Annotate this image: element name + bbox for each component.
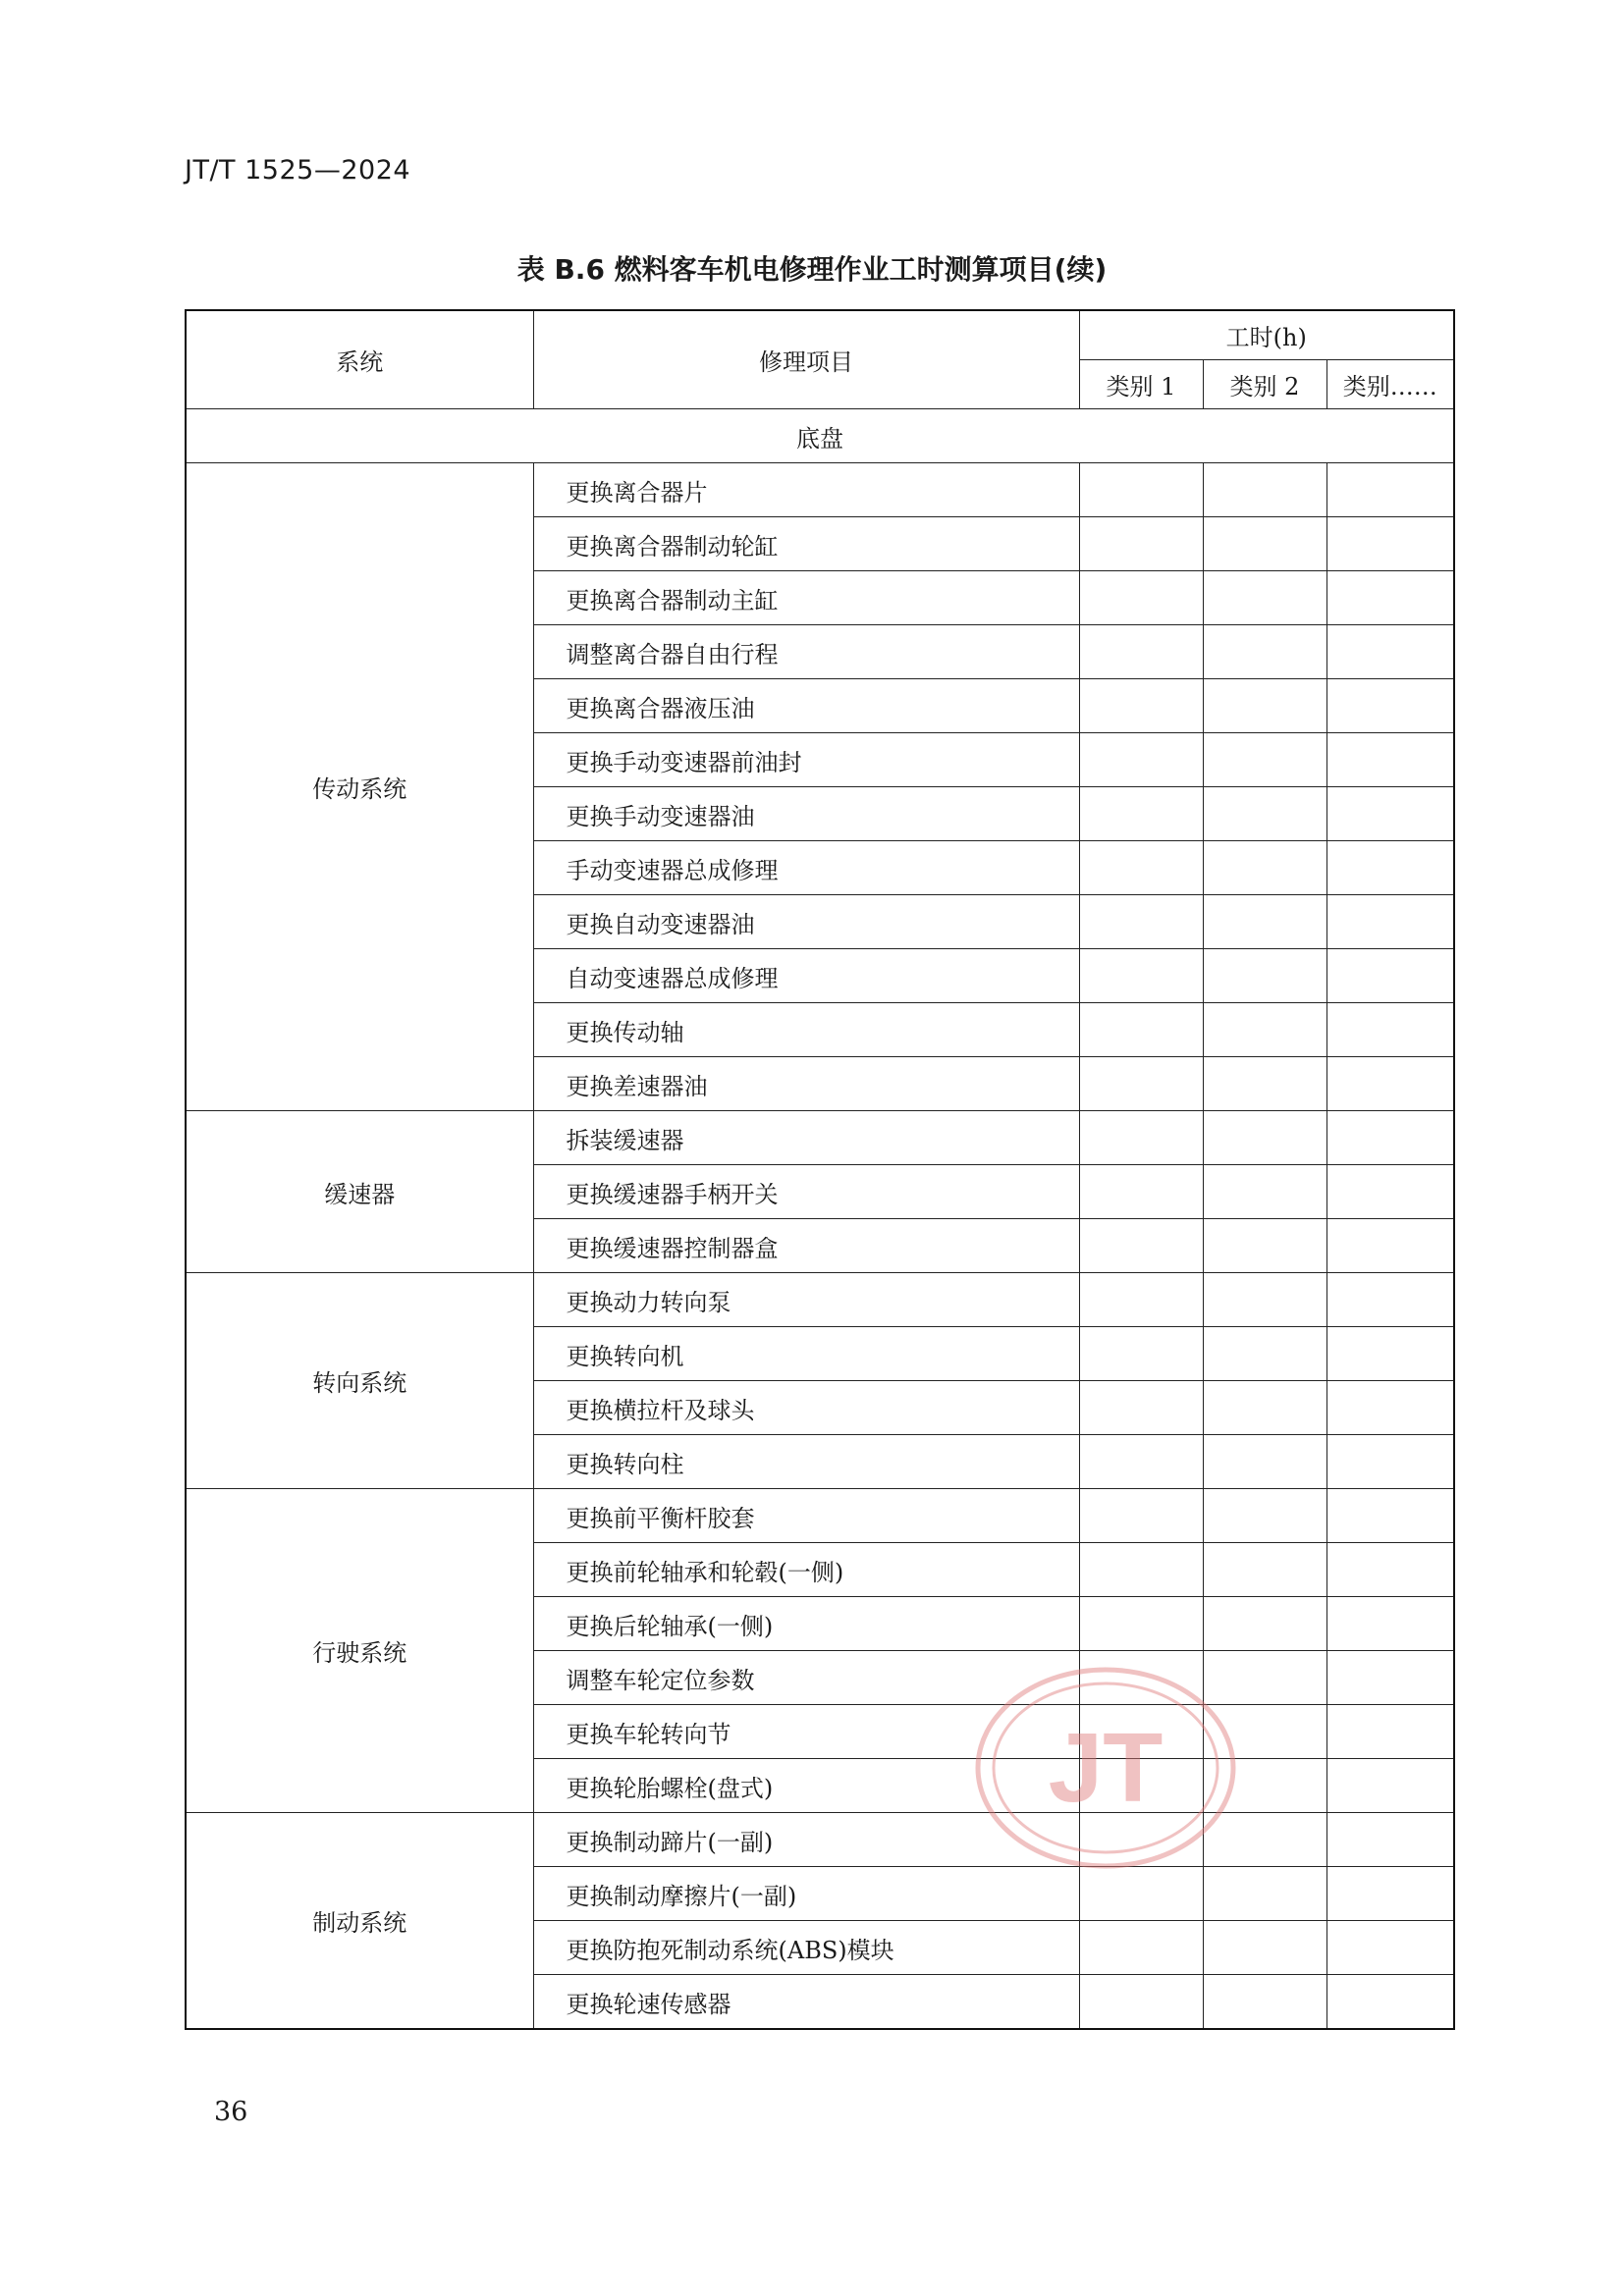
repair-item-cell: 更换转向柱 <box>533 1435 1079 1489</box>
hours-cell-category-2 <box>1203 1273 1326 1327</box>
repair-item-cell: 更换离合器液压油 <box>533 679 1079 733</box>
repair-item-cell: 更换离合器制动主缸 <box>533 571 1079 625</box>
hours-cell-category-3 <box>1326 679 1454 733</box>
repair-item-cell: 更换横拉杆及球头 <box>533 1381 1079 1435</box>
repair-item-cell: 更换转向机 <box>533 1327 1079 1381</box>
page-number: 36 <box>214 2097 248 2127</box>
hours-cell-category-2 <box>1203 679 1326 733</box>
hours-cell-category-2 <box>1203 1165 1326 1219</box>
hours-cell-category-3 <box>1326 949 1454 1003</box>
hours-cell-category-1 <box>1079 571 1203 625</box>
hours-cell-category-2 <box>1203 1327 1326 1381</box>
hours-cell-category-2 <box>1203 1543 1326 1597</box>
jt-seal-stamp <box>972 1664 1239 1872</box>
system-cell: 行驶系统 <box>186 1489 533 1813</box>
hours-cell-category-1 <box>1079 1435 1203 1489</box>
system-cell: 转向系统 <box>186 1273 533 1489</box>
hours-cell-category-1 <box>1079 1975 1203 2030</box>
repair-item-cell: 更换手动变速器前油封 <box>533 733 1079 787</box>
hours-cell-category-1 <box>1079 1381 1203 1435</box>
hours-cell-category-1 <box>1079 463 1203 517</box>
repair-item-cell: 更换轮速传感器 <box>533 1975 1079 2030</box>
hours-cell-category-3 <box>1326 463 1454 517</box>
hours-cell-category-1 <box>1079 1219 1203 1273</box>
hours-cell-category-3 <box>1326 1273 1454 1327</box>
hours-cell-category-3 <box>1326 1705 1454 1759</box>
hours-cell-category-2 <box>1203 733 1326 787</box>
hours-cell-category-2 <box>1203 895 1326 949</box>
repair-item-cell: 更换前平衡杆胶套 <box>533 1489 1079 1543</box>
hours-cell-category-1 <box>1079 1489 1203 1543</box>
hours-cell-category-3 <box>1326 1165 1454 1219</box>
repair-item-cell: 拆装缓速器 <box>533 1111 1079 1165</box>
hours-cell-category-1 <box>1079 679 1203 733</box>
hours-cell-category-3 <box>1326 1867 1454 1921</box>
hours-cell-category-3 <box>1326 733 1454 787</box>
hours-cell-category-1 <box>1079 1327 1203 1381</box>
repair-item-cell: 调整车轮定位参数 <box>533 1651 1079 1705</box>
repair-item-cell: 更换传动轴 <box>533 1003 1079 1057</box>
repair-item-cell: 更换离合器片 <box>533 463 1079 517</box>
hours-cell-category-2 <box>1203 517 1326 571</box>
hours-cell-category-3 <box>1326 1543 1454 1597</box>
hours-cell-category-2 <box>1203 949 1326 1003</box>
table-row <box>186 1489 1454 1543</box>
header-system: 系统 <box>186 310 533 409</box>
hours-cell-category-3 <box>1326 1651 1454 1705</box>
hours-cell-category-3 <box>1326 1057 1454 1111</box>
hours-cell-category-2 <box>1203 1057 1326 1111</box>
hours-cell-category-2 <box>1203 841 1326 895</box>
hours-cell-category-1 <box>1079 1543 1203 1597</box>
repair-item-cell: 更换差速器油 <box>533 1057 1079 1111</box>
hours-cell-category-3 <box>1326 1921 1454 1975</box>
hours-cell-category-2 <box>1203 1867 1326 1921</box>
hours-cell-category-2 <box>1203 787 1326 841</box>
hours-cell-category-3 <box>1326 625 1454 679</box>
hours-cell-category-1 <box>1079 1867 1203 1921</box>
hours-cell-category-1 <box>1079 895 1203 949</box>
hours-cell-category-3 <box>1326 517 1454 571</box>
header-category-2: 类别 2 <box>1203 360 1326 409</box>
hours-cell-category-3 <box>1326 571 1454 625</box>
hours-cell-category-3 <box>1326 1111 1454 1165</box>
repair-hours-table <box>185 309 1455 2030</box>
hours-cell-category-1 <box>1079 1003 1203 1057</box>
hours-cell-category-2 <box>1203 1003 1326 1057</box>
system-cell: 制动系统 <box>186 1813 533 2030</box>
hours-cell-category-2 <box>1203 1219 1326 1273</box>
hours-cell-category-1 <box>1079 625 1203 679</box>
hours-cell-category-1 <box>1079 517 1203 571</box>
table-body <box>186 409 1454 2030</box>
table-row <box>186 1111 1454 1165</box>
hours-cell-category-2 <box>1203 1435 1326 1489</box>
system-cell: 缓速器 <box>186 1111 533 1273</box>
repair-item-cell: 更换手动变速器油 <box>533 787 1079 841</box>
header-category-more: 类别…… <box>1326 360 1454 409</box>
hours-cell-category-2 <box>1203 1111 1326 1165</box>
hours-cell-category-2 <box>1203 625 1326 679</box>
table-caption: 表 B.6 燃料客车机电修理作业工时测算项目(续) <box>516 253 1108 286</box>
hours-cell-category-2 <box>1203 1921 1326 1975</box>
repair-item-cell: 更换离合器制动轮缸 <box>533 517 1079 571</box>
hours-cell-category-2 <box>1203 571 1326 625</box>
hours-cell-category-1 <box>1079 1597 1203 1651</box>
system-cell: 传动系统 <box>186 463 533 1111</box>
repair-item-cell: 更换缓速器控制器盒 <box>533 1219 1079 1273</box>
hours-cell-category-3 <box>1326 1597 1454 1651</box>
hours-cell-category-3 <box>1326 1381 1454 1435</box>
document-code: JT/T 1525—2024 <box>185 155 411 186</box>
hours-cell-category-1 <box>1079 949 1203 1003</box>
hours-cell-category-1 <box>1079 787 1203 841</box>
table-row <box>186 1273 1454 1327</box>
hours-cell-category-3 <box>1326 841 1454 895</box>
header-repair-item: 修理项目 <box>533 310 1079 409</box>
hours-cell-category-1 <box>1079 841 1203 895</box>
repair-item-cell: 更换后轮轴承(一侧) <box>533 1597 1079 1651</box>
repair-item-cell: 更换制动摩擦片(一副) <box>533 1867 1079 1921</box>
repair-item-cell: 更换自动变速器油 <box>533 895 1079 949</box>
hours-cell-category-2 <box>1203 1975 1326 2030</box>
hours-cell-category-3 <box>1326 1759 1454 1813</box>
header-category-1: 类别 1 <box>1079 360 1203 409</box>
repair-item-cell: 更换前轮轴承和轮毂(一侧) <box>533 1543 1079 1597</box>
hours-cell-category-1 <box>1079 1273 1203 1327</box>
hours-cell-category-3 <box>1326 1435 1454 1489</box>
hours-cell-category-2 <box>1203 1381 1326 1435</box>
table-row <box>186 1813 1454 1867</box>
hours-cell-category-2 <box>1203 1489 1326 1543</box>
hours-cell-category-3 <box>1326 1813 1454 1867</box>
repair-item-cell: 更换防抱死制动系统(ABS)模块 <box>533 1921 1079 1975</box>
hours-cell-category-3 <box>1326 1489 1454 1543</box>
hours-cell-category-3 <box>1326 895 1454 949</box>
repair-item-cell: 更换动力转向泵 <box>533 1273 1079 1327</box>
seal-lettering: JT <box>1048 1713 1164 1823</box>
hours-cell-category-3 <box>1326 787 1454 841</box>
section-row <box>186 409 1454 463</box>
repair-item-cell: 自动变速器总成修理 <box>533 949 1079 1003</box>
hours-cell-category-1 <box>1079 733 1203 787</box>
hours-cell-category-3 <box>1326 1327 1454 1381</box>
hours-cell-category-2 <box>1203 463 1326 517</box>
repair-item-cell: 更换缓速器手柄开关 <box>533 1165 1079 1219</box>
hours-cell-category-1 <box>1079 1921 1203 1975</box>
repair-item-cell: 调整离合器自由行程 <box>533 625 1079 679</box>
hours-cell-category-2 <box>1203 1597 1326 1651</box>
hours-cell-category-1 <box>1079 1111 1203 1165</box>
repair-item-cell: 更换轮胎螺栓(盘式) <box>533 1759 1079 1813</box>
hours-cell-category-3 <box>1326 1003 1454 1057</box>
hours-cell-category-3 <box>1326 1219 1454 1273</box>
repair-item-cell: 手动变速器总成修理 <box>533 841 1079 895</box>
section-chassis: 底盘 <box>186 409 1454 463</box>
hours-cell-category-1 <box>1079 1165 1203 1219</box>
hours-cell-category-1 <box>1079 1057 1203 1111</box>
hours-cell-category-3 <box>1326 1975 1454 2030</box>
header-work-hours: 工时(h) <box>1079 310 1454 360</box>
table-row <box>186 463 1454 517</box>
repair-item-cell: 更换车轮转向节 <box>533 1705 1079 1759</box>
repair-item-cell: 更换制动蹄片(一副) <box>533 1813 1079 1867</box>
